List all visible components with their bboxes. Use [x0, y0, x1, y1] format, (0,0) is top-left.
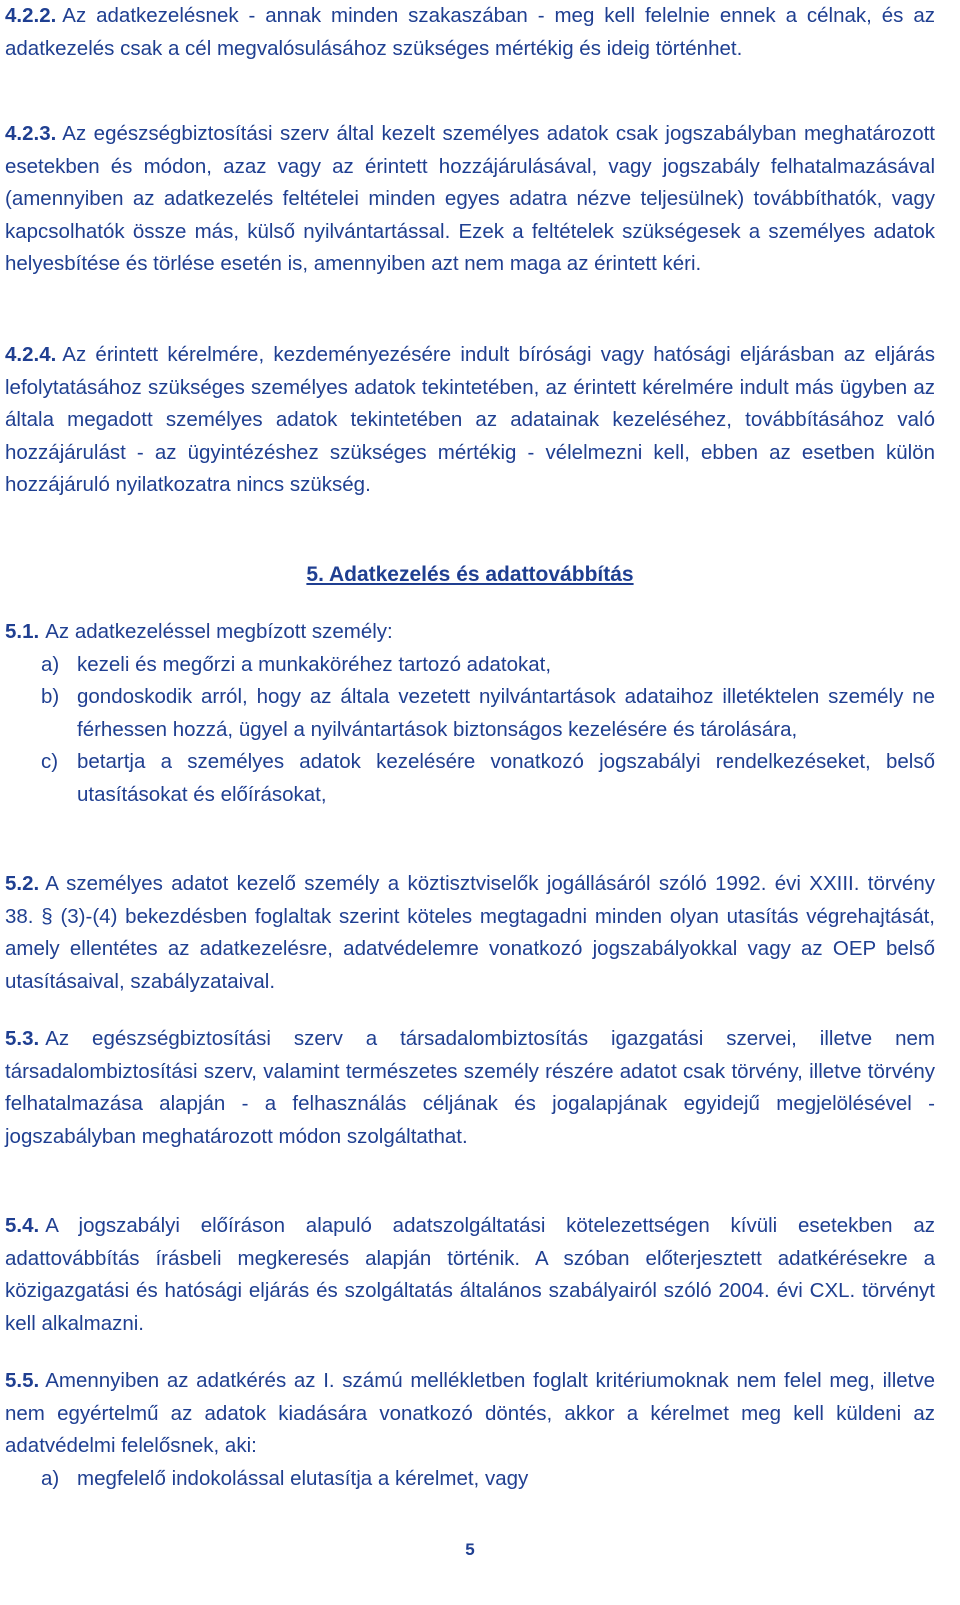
paragraph-5-4: [5, 1210, 935, 1340]
paragraph-text: Amennyiben az adatkérés az I. számú mellékletben foglalt kritériumoknak nem felel meg, illetve nem egyértelmű az adatok kiadására vonatkozó döntés, akkor a kérelmet meg kell küldeni az adatvédelmi felelősnek, aki:: [5, 1369, 935, 1458]
item-list: [5, 649, 935, 812]
paragraph-4-2-4: [5, 339, 935, 502]
paragraph-5-1: [5, 616, 935, 812]
paragraph-intro: [5, 616, 935, 649]
paragraph-text: Az adatkezelésnek - annak minden szakaszában - meg kell felelnie ennek a célnak, és az adatkezelés csak a cél megvalósulásához szükséges mértékig és ideig történhet.: [5, 4, 935, 60]
page-number: 5: [465, 1540, 475, 1559]
paragraph-text: Az adatkezeléssel megbízott személy:: [45, 620, 393, 643]
list-item-text: kezeli és megőrzi a munkaköréhez tartozó adatokat,: [77, 652, 552, 676]
list-item: [5, 649, 935, 682]
paragraph-text: Az egészségbiztosítási szerv a társadalombiztosítás igazgatási szervei, illetve nem társadalombiztosítási szerv, valamint természetes személy részére adatot csak törvény, illetve törvény felhatalmazása alapján - a felhasználás céljának és jogalapjának egyidejű megjelölésével - jogszabályban meghatározott módon szolgáltathat.: [5, 1027, 935, 1148]
paragraph-text: A személyes adatot kezelő személy a köztisztviselők jogállásáról szóló 1992. évi XXIII. törvény 38. § (3)-(4) bekezdésben foglaltak szerint köteles megtagadni minden olyan utasítás végrehajtását, amely ellentétes az adatkezelésre, adatvédelemre vonatkozó jogszabályokkal vagy az OEP belső utasításaival, szabályzataival.: [5, 872, 935, 993]
list-item: [5, 681, 935, 746]
paragraph-number: 5.1.: [5, 620, 40, 643]
paragraph-text: Az érintett kérelmére, kezdeményezésére indult bírósági vagy hatósági eljárásban az eljárás lefolytatásához szükséges személyes adatok tekintetében, az érintett kérelmére indult más ügyben az általa megadott személyes adatok tekintetében az adatainak kezeléséhez, továbbításához való hozzájárulást - az ügyintézéshez szükséges mértékig - vélelmezni kell, ebben az esetben külön hozzájáruló nyilatkozatra nincs szükség.: [5, 343, 935, 497]
list-marker: b): [41, 685, 60, 709]
paragraph-4-2-3: [5, 118, 935, 281]
list-marker: a): [41, 1466, 60, 1490]
paragraph-number: 5.3.: [5, 1027, 40, 1050]
paragraph-4-2-2: [5, 0, 935, 65]
paragraph-number: 5.4.: [5, 1214, 40, 1237]
list-item-text: betartja a személyes adatok kezelésére vonatkozó jogszabályi rendelkezéseket, belső utasításokat és előírásokat,: [77, 750, 935, 806]
paragraph-5-5: [5, 1365, 935, 1495]
paragraph-number: 5.5.: [5, 1369, 40, 1392]
list-item-text: megfelelő indokolással elutasítja a kérelmet, vagy: [77, 1466, 529, 1490]
list-item: [5, 746, 935, 811]
paragraph-number: 4.2.4.: [5, 343, 57, 366]
list-item-text: gondoskodik arról, hogy az általa vezetett nyilvántartások adataihoz illetéktelen személy ne férhessen hozzá, ügyel a nyilvántartások biztonságos kezelésére és tárolására,: [77, 685, 935, 741]
paragraph-5-2: [5, 868, 935, 998]
list-marker: c): [41, 750, 59, 774]
list-item: [5, 1463, 935, 1496]
paragraph-number: 4.2.2.: [5, 4, 57, 27]
item-list: [5, 1463, 935, 1496]
section-heading: 5. Adatkezelés és adattovábbítás: [306, 563, 634, 586]
paragraph-text: A jogszabályi előíráson alapuló adatszolgáltatási kötelezettségen kívüli esetekben az adattovábbítás írásbeli megkeresés alapján történik. A szóban előterjesztett adatkérésekre a közigazgatási és hatósági eljárás és szolgáltatás általános szabályairól szóló 2004. évi CXL. törvényt kell alkalmazni.: [5, 1214, 935, 1335]
paragraph-intro: [5, 1365, 935, 1463]
paragraph-5-3: [5, 1023, 935, 1153]
paragraph-number: 4.2.3.: [5, 122, 57, 145]
paragraph-text: Az egészségbiztosítási szerv által kezelt személyes adatok csak jogszabályban meghatározott esetekben és módon, azaz vagy az érintett hozzájárulásával, vagy jogszabály felhatalmazásával (amennyiben az adatkezelés feltételei minden egyes adatra nézve teljesülnek) továbbíthatók, vagy kapcsolhatók össze más, külső nyilvántartással. Ezek a feltételek szükségesek a személyes adatok helyesbítése és törlése esetén is, amennyiben azt nem maga az érintett kéri.: [5, 122, 935, 276]
paragraph-number: 5.2.: [5, 872, 40, 895]
list-marker: a): [41, 652, 60, 676]
